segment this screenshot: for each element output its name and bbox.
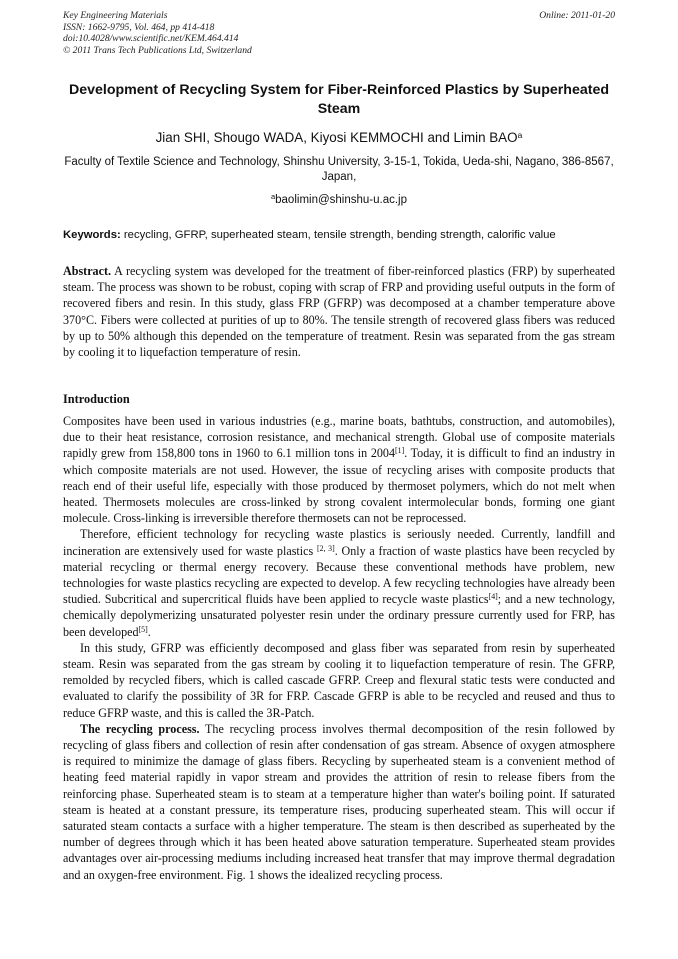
paragraph-4-text: The recycling process involves thermal decomposition of the resin followed by recycling of glass fibers and collection of resin after condensation of gas stream. Absence of oxygen atmosphere is required to minimize the damage of glass fibers. Recycling by superheated steam is a convenient method of heating feed material rapidly in vapor stream and provides the attrition of resin to release fibers from the reinforcing phase. Superheated steam is to steam at a temperature higher than water's boiling point. If saturated steam is heated at a constant pressure, its temperature rises, producing superheated steam. This will occur if saturated steam contacts a surface with a higher temperature. The steam is then described as superheated by the number of degrees through which it has been heated above saturation temperature. Superheated steam provides advantages over air-processing mediums including increased heat transfer that may improve thermal degradation and an oxygen-free environment. Fig. 1 shows the idealized recycling process.	[63, 721, 616, 882]
paragraph-1	[63, 413, 615, 526]
doi-line: doi:10.4028/www.scientific.net/KEM.464.414	[63, 33, 239, 44]
paragraph-1-text-cont: . Today, it is difficult to find an industry in which composite materials are not used. However, the issue of recycling arises with composite products that reach end of their useful life, especially with those produced by thermoset polymers, which do not melt when heated. Thermosets molecules are cross-linked by strong covalent intermolecular bonds, forming one giant molecule. Cross-linking is irreversible therefore thermosets can not be reprocessed.	[63, 446, 615, 526]
email-superscript: a	[270, 192, 276, 202]
section-heading-introduction: Introduction	[63, 392, 130, 406]
abstract-text: A recycling system was developed for the treatment of fiber-reinforced plastics (FRP) by superheated steam. The process was shown to be robust, coping with scrap of FRP and providing useful outputs in the form of recovered fibers and resin. In this study, glass FRP (GFRP) was decomposed at a chamber temperature above 370°C. Fibers were collected at purities of up to 80%. The tensile strength of recovered glass fibers was reduced by up to 50% although this depended on the temperature of treatment. Resin was separated from the gas stream by cooling it to liquefaction temperature of resin.	[63, 264, 615, 360]
affiliation: Faculty of Textile Science and Technology, Shinshu University, 3-15-1, Tokida, Ueda-shi, Nagano, 386-8567, Japan,	[64, 156, 614, 183]
paragraph-4	[63, 721, 615, 883]
author-superscript: a	[517, 129, 523, 140]
keywords-text: recycling, GFRP, superheated steam, tensile strength, bending strength, calorific value	[120, 229, 556, 241]
citation-5: [5]	[138, 624, 148, 634]
recycling-process-heading: The recycling process.	[80, 721, 200, 736]
paragraph-2-text-cont: . Only a fraction of waste plastics have been recycled by material recycling or thermal energy recovery. Because these conventional methods have problem, new technologies for waste plastics recycling are expected to develop. A few recycling technologies have already been studied. Subcritical and supercritical fluids have been applied to recycle waste plastics	[63, 543, 616, 607]
authors-text: Jian SHI, Shougo WADA, Kiyosi KEMMOCHI and Limin BAO	[155, 130, 518, 145]
introduction-body	[63, 413, 615, 883]
author-list	[63, 129, 615, 146]
keywords-label: Keywords:	[63, 229, 121, 241]
paragraph-2-end: .	[147, 624, 151, 639]
keywords	[63, 228, 615, 243]
journal-name: Key Engineering Materials	[63, 10, 168, 21]
journal-header	[63, 10, 615, 56]
copyright-line: © 2011 Trans Tech Publications Ltd, Switzerland	[63, 44, 252, 56]
citation-2-3: [2, 3]	[316, 543, 335, 553]
online-date: Online: 2011-01-20	[539, 10, 615, 21]
paragraph-3: In this study, GFRP was efficiently decomposed and glass fiber was separated from resin by superheated steam. Resin was separated from the gas stream by cooling it to liquefaction temperature of resin. The GFRP, remolded by recycled fibers, which is called cascade GFRP. Creep and flexural static tests were conducted and evaluated to clarify the possibility of 3R for FRP. Cascade GFRP is able to be recycled and reused and thus to reduce GFRP waste, and this is called the 3R-Patch.	[63, 640, 615, 720]
abstract-label: Abstract.	[63, 264, 112, 278]
citation-4: [4]	[488, 592, 498, 602]
email-line	[63, 193, 615, 208]
abstract	[63, 263, 615, 360]
paper-title: Development of Recycling System for Fiber-Reinforced Plastics by Superheated Steam	[68, 82, 610, 117]
paragraph-2-text-cont2: ; and a new technology, chemically depolymerizing unsaturated polyester resin under the ordinary pressure currently used for FRP, has been developed	[63, 592, 615, 639]
citation-1: [1]	[395, 446, 405, 456]
paragraph-2	[63, 526, 615, 639]
email-address: baolimin@shinshu-u.ac.jp	[275, 194, 407, 206]
issn-line: ISSN: 1662-9795, Vol. 464, pp 414-418	[63, 21, 215, 33]
paragraph-1-text: Composites have been used in various industries (e.g., marine boats, bathtubs, construction, and automobiles), due to their heat resistance, corrosion resistance, and mechanical strength. Global use of composite materials rapidly grew from 158,800 tons in 1960 to 6.1 million tons in 2004	[63, 414, 615, 461]
paragraph-2-text: Therefore, efficient technology for recycling waste plastics is seriously needed. Currently, landfill and incineration are extensively used for waste plastics	[63, 527, 615, 558]
